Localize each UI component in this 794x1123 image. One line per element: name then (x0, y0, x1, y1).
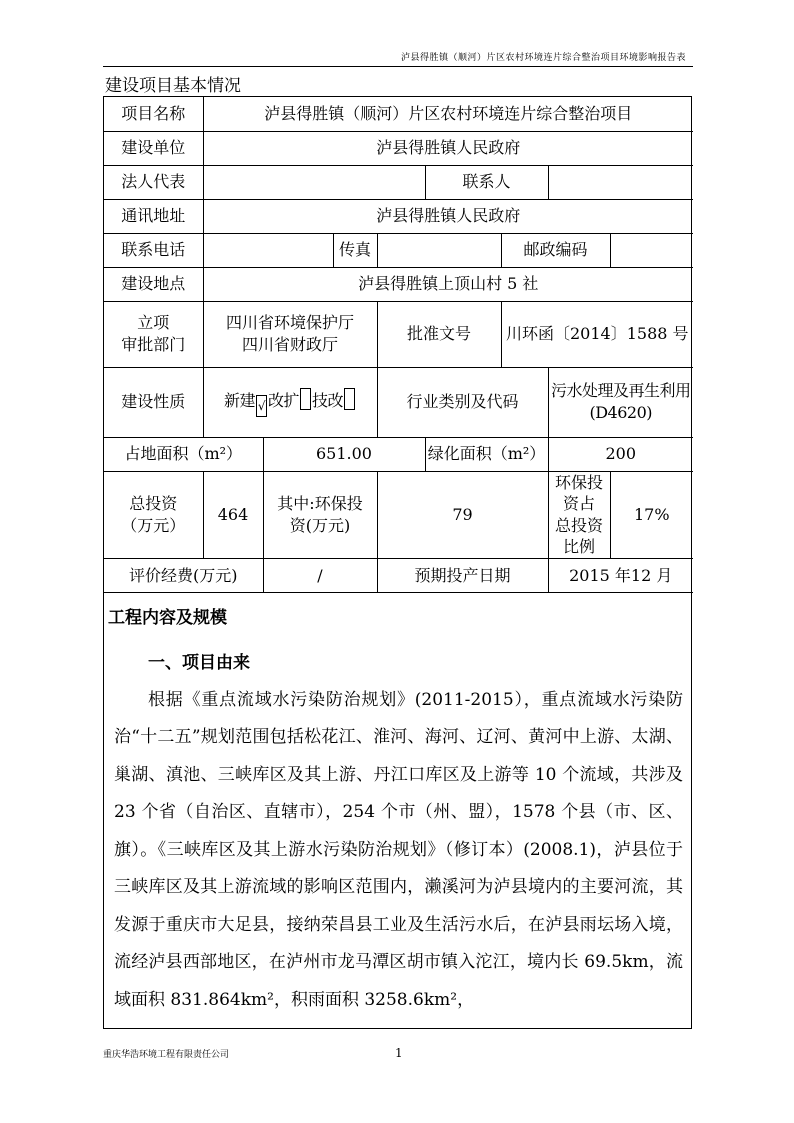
content-title: 工程内容及规模 (108, 607, 227, 628)
label-eval-fee: 评价经费(万元) (104, 558, 263, 592)
start-date: 2015 年12 月 (548, 558, 693, 592)
approval-dept: 四川省环境保护厅 四川省财政厅 (203, 301, 377, 367)
sub-heading: 一、项目由来 (148, 652, 250, 673)
invest: 464 (203, 471, 263, 558)
nature-rebuild: 改扩 (267, 390, 299, 410)
row-eval (104, 558, 693, 592)
nature-options (203, 367, 377, 437)
header-rule (103, 66, 693, 67)
label-site: 建设地点 (104, 267, 203, 301)
contact (548, 165, 693, 199)
label-invest: 总投资 （万元） (104, 471, 203, 558)
label-postcode: 邮政编码 (501, 233, 610, 267)
nature-tech-checkbox (344, 388, 355, 410)
phone (203, 233, 333, 267)
label-phone: 联系电话 (104, 233, 203, 267)
label-env-invest: 其中:环保投 资(万元) (263, 471, 377, 558)
green: 200 (548, 437, 693, 471)
industry: 污水处理及再生利用(D4620) (548, 367, 693, 437)
postcode (610, 233, 693, 267)
body-paragraph: 根据《重点流域水污染防治规划》(2011-2015），重点流域水污染防治“十二五”规划范围包括松花江、淮河、海河、辽河、黄河中上游、太湖、巢湖、滇池、三峡库区及其上游、丹江口库区及上游等 10 个流域，共涉及 23 个省（自治区、直辖市），254 个市（州、盟），1578 个县（市、区、旗）。《三峡库区及其上游水污染防治规划》（修订本）(2008.1)，泸县位于三峡库区及其上游流域的影响区范围内，濑溪河为泸县境内的主要河流，其发源于重庆市大足县，接纳荣昌县工业及生活污水后，在泸县雨坛场入境，流经泸县西部地区，在泸州市龙马潭区胡市镇入沱江，境内长 69.5km，流域面积 831.864km²，积雨面积 3258.6km²， (114, 689, 683, 1010)
label-builder: 建设单位 (104, 131, 203, 165)
label-approval-dept: 立项 审批部门 (104, 301, 203, 367)
nature-tech: 技改 (312, 390, 344, 410)
label-area: 占地面积（m²） (104, 437, 263, 471)
label-address: 通讯地址 (104, 199, 203, 233)
address: 泸县得胜镇人民政府 (203, 199, 693, 233)
label-nature: 建设性质 (104, 367, 203, 437)
footer-company: 重庆华浩环境工程有限责任公司 (103, 1050, 230, 1060)
label-approval-no: 批准文号 (377, 301, 501, 367)
nature-rebuild-checkbox (300, 388, 311, 410)
row-approval (104, 301, 693, 367)
running-header: 泸县得胜镇（顺河）片区农村环境连片综合整治项目环境影响报告表 (400, 53, 686, 63)
eval-fee: / (263, 558, 377, 592)
document-frame (103, 96, 692, 1029)
label-project-name: 项目名称 (104, 97, 203, 131)
fax (377, 233, 501, 267)
row-site (104, 267, 693, 301)
row-nature (104, 367, 693, 437)
label-green: 绿化面积（m²） (425, 437, 548, 471)
site: 泸县得胜镇上顶山村 5 社 (203, 267, 693, 301)
label-industry: 行业类别及代码 (377, 367, 548, 437)
legal-rep (203, 165, 425, 199)
area: 651.00 (263, 437, 425, 471)
row-area (104, 437, 693, 471)
nature-new: 新建 (223, 390, 255, 410)
builder: 泸县得胜镇人民政府 (203, 131, 693, 165)
label-env-ratio: 环保投资占 总投资比例 (548, 471, 610, 558)
row-legal-rep (104, 165, 693, 199)
page-number: 1 (395, 1046, 403, 1060)
nature-new-checkbox: √ (256, 395, 267, 417)
row-project-name (104, 97, 693, 131)
row-phone (104, 233, 693, 267)
row-invest (104, 471, 693, 558)
row-builder (104, 131, 693, 165)
row-address (104, 199, 693, 233)
env-ratio: 17% (610, 471, 693, 558)
project-name: 泸县得胜镇（顺河）片区农村环境连片综合整治项目 (203, 97, 693, 131)
approval-no: 川环函〔2014〕1588 号 (501, 301, 693, 367)
section-title: 建设项目基本情况 (105, 76, 241, 96)
label-legal-rep: 法人代表 (104, 165, 203, 199)
label-contact: 联系人 (425, 165, 548, 199)
basic-info-table (104, 97, 693, 593)
env-invest: 79 (377, 471, 548, 558)
label-start-date: 预期投产日期 (377, 558, 548, 592)
label-fax: 传真 (333, 233, 377, 267)
